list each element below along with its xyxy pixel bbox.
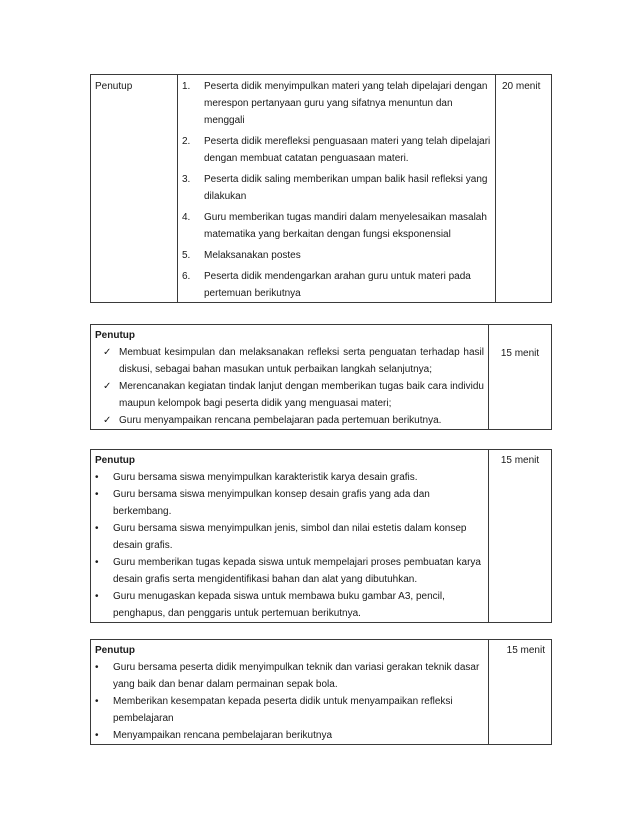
bullet-icon: • — [95, 523, 99, 534]
bullet-icon: • — [95, 696, 99, 707]
phase-label: Penutup — [95, 645, 135, 656]
list-item: • Guru bersama siswa menyimpulkan konsep desain grafis yang ada dan berkembang. — [95, 486, 484, 520]
closing-table-3 — [90, 449, 552, 623]
check-icon: ✓ — [103, 381, 112, 392]
bullet-icon: • — [95, 472, 99, 483]
check-icon: ✓ — [103, 347, 112, 358]
list-item: • Guru menugaskan kepada siswa untuk membawa buku gambar A3, pencil, penghapus, dan penggaris untuk pertemuan berikutnya. — [95, 588, 484, 622]
list-item: 4. Guru memberikan tugas mandiri dalam menyelesaikan masalah matematika yang berkaitan dengan fungsi eksponensial — [182, 212, 487, 240]
list-item: • Menyampaikan rencana pembelajaran berikutnya — [95, 727, 484, 744]
list-item: • Memberikan kesempatan kepada peserta didik untuk menyampaikan refleksi pembelajaran — [95, 693, 484, 727]
closing-table-2 — [90, 324, 552, 430]
phase-label: Penutup — [95, 455, 135, 466]
list-item: ✓ Membuat kesimpulan dan melaksanakan refleksi serta penguatan terhadap hasil diskusi, sebagai bahan masukan untuk perbaikan langkah selanjutnya; — [95, 344, 484, 378]
time-label: 20 menit — [502, 81, 541, 92]
check-icon: ✓ — [103, 415, 112, 426]
list-item: ✓ Guru menyampaikan rencana pembelajaran pada pertemuan berikutnya. — [95, 412, 484, 429]
bullet-icon: • — [95, 489, 99, 500]
list-item: ✓ Merencanakan kegiatan tindak lanjut dengan memberikan tugas baik cara individu maupun kelompok bagi peserta didik yang menguasai materi; — [95, 378, 484, 412]
time-cell — [489, 640, 552, 745]
time-label: 15 menit — [500, 455, 540, 466]
phase-label: Penutup — [95, 330, 135, 341]
list-item: 5. Melaksanakan postes — [182, 250, 301, 261]
activities-cell — [91, 640, 489, 745]
time-cell — [489, 325, 552, 430]
time-cell — [496, 75, 552, 303]
phase-label: Penutup — [95, 81, 133, 92]
bullet-icon: • — [95, 591, 99, 602]
list-item: • Guru bersama peserta didik menyimpulkan teknik dan variasi gerakan teknik dasar yang baik dan benar dalam permainan sepak bola. — [95, 659, 484, 693]
bullet-icon: • — [95, 662, 99, 673]
list-item: 6. Peserta didik mendengarkan arahan guru untuk materi pada pertemuan berikutnya — [182, 271, 471, 299]
list-item: • Guru bersama siswa menyimpulkan karakteristik karya desain grafis. — [95, 469, 484, 486]
activities-cell — [91, 325, 489, 430]
bullet-icon: • — [95, 557, 99, 568]
time-label: 15 menit — [500, 348, 540, 359]
closing-table-4 — [90, 639, 552, 745]
bullet-icon: • — [95, 730, 99, 741]
activities-cell — [91, 450, 489, 623]
list-item: • Guru memberikan tugas kepada siswa untuk mempelajari proses pembuatan karya desain grafis serta mengidentifikasi bahan dan alat yang dibutuhkan. — [95, 554, 484, 588]
list-item: 3. Peserta didik saling memberikan umpan balik hasil refleksi yang dilakukan — [182, 174, 488, 202]
closing-table-1 — [90, 74, 552, 303]
steps-cell — [178, 75, 496, 303]
time-cell — [489, 450, 552, 623]
phase-cell — [91, 75, 178, 303]
list-item: 2. Peserta didik merefleksi penguasaan materi yang telah dipelajari dengan membuat catatan penguasaan materi. — [182, 136, 491, 164]
list-item: 1. Peserta didik menyimpulkan materi yang telah dipelajari dengan merespon pertanyaan guru yang sifatnya menuntun dan menggali — [182, 81, 488, 126]
list-item: • Guru bersama siswa menyimpulkan jenis, simbol dan nilai estetis dalam konsep desain grafis. — [95, 520, 484, 554]
time-label: 15 menit — [506, 645, 545, 656]
